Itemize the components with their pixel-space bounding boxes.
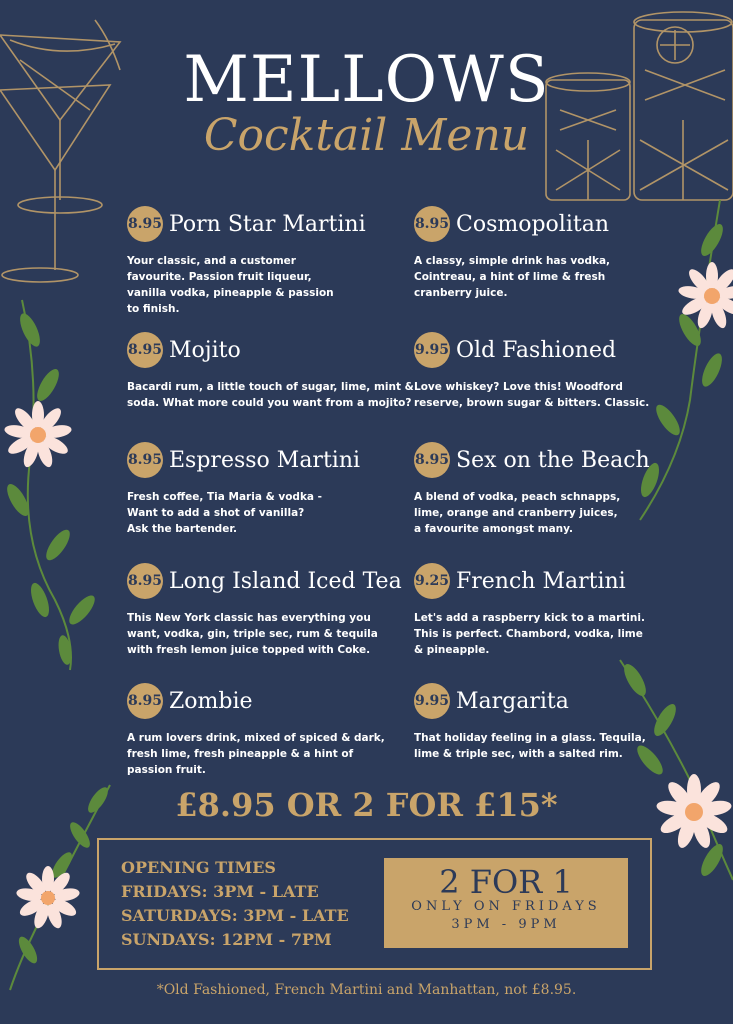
menu-item <box>127 207 427 317</box>
deal-hours: 3PM - 9PM <box>451 917 561 932</box>
menu-item <box>127 564 427 658</box>
item-name: French Martini <box>456 568 626 594</box>
item-description: Your classic, and a customer favourite. Passion fruit liqueur, vanilla vodka, pineapple & passion to finish. <box>127 255 334 315</box>
menu-item <box>414 207 714 301</box>
deal-badge <box>384 858 628 948</box>
deal-condition: ONLY ON FRIDAYS <box>411 899 601 914</box>
item-name: Margarita <box>456 688 569 714</box>
item-name: Old Fashioned <box>456 337 617 363</box>
item-description: A rum lovers drink, mixed of spiced & dark, fresh lime, fresh pineapple & a hint of passion fruit. <box>127 732 385 776</box>
deal-title: 2 FOR 1 <box>439 863 573 901</box>
price-badge: 8.95 <box>127 563 163 599</box>
item-name: Espresso Martini <box>169 447 361 473</box>
price-badge: 8.95 <box>127 332 163 368</box>
item-name: Porn Star Martini <box>169 211 366 237</box>
item-name: Sex on the Beach <box>456 447 650 473</box>
price-badge: 9.95 <box>414 332 450 368</box>
item-description: That holiday feeling in a glass. Tequila, lime & triple sec, with a salted rim. <box>414 732 646 760</box>
menu-item <box>414 684 714 762</box>
promo-banner: £8.95 OR 2 FOR £15* <box>175 786 558 824</box>
vine-icon <box>3 300 99 670</box>
daisy-icon <box>3 401 72 469</box>
item-name: Zombie <box>169 688 253 714</box>
page-subtitle: Cocktail Menu <box>203 110 530 161</box>
menu-item <box>127 684 427 778</box>
footnote: *Old Fashioned, French Martini and Manhattan, not £8.95. <box>156 982 577 998</box>
price-badge: 8.95 <box>127 206 163 242</box>
opening-times-list <box>121 856 349 952</box>
item-description: Fresh coffee, Tia Maria & vodka - Want to add a shot of vanilla? Ask the bartender. <box>127 491 323 535</box>
item-description: A blend of vodka, peach schnapps, lime, orange and cranberry juices, a favourite amongst many. <box>414 491 621 535</box>
item-description: This New York classic has everything you want, vodka, gin, triple sec, rum & tequila with fresh lemon juice topped with Coke. <box>127 612 378 656</box>
price-badge: 8.95 <box>414 442 450 478</box>
item-description: Bacardi rum, a little touch of sugar, lime, mint & soda. What more could you want from a mojito? <box>127 381 414 409</box>
price-badge: 8.95 <box>127 683 163 719</box>
price-badge: 9.25 <box>414 563 450 599</box>
item-description: Love whiskey? Love this! Woodford reserve, brown sugar & bitters. Classic. <box>414 381 650 409</box>
price-badge: 9.95 <box>414 683 450 719</box>
item-name: Cosmopolitan <box>456 211 610 237</box>
page-title: MELLOWS <box>183 43 550 117</box>
menu-item <box>127 443 427 537</box>
price-badge: 8.95 <box>127 442 163 478</box>
opening-times-line: FRIDAYS: 3PM - LATE <box>121 882 319 901</box>
item-name: Mojito <box>169 337 241 363</box>
opening-times-heading: OPENING TIMES <box>121 858 276 877</box>
menu-item <box>414 443 714 537</box>
item-description: Let's add a raspberry kick to a martini. This is perfect. Chambord, vodka, lime & pineapple. <box>414 612 645 656</box>
daisy-icon <box>15 866 80 930</box>
item-description: A classy, simple drink has vodka, Cointreau, a hint of lime & fresh cranberry juice. <box>414 255 611 299</box>
item-name: Long Island Iced Tea <box>169 568 402 594</box>
opening-times-line: SUNDAYS: 12PM - 7PM <box>121 930 332 949</box>
opening-times-line: SATURDAYS: 3PM - LATE <box>121 906 349 925</box>
menu-item <box>414 333 714 411</box>
menu-item <box>127 333 427 411</box>
menu-item <box>414 564 714 658</box>
price-badge: 8.95 <box>414 206 450 242</box>
